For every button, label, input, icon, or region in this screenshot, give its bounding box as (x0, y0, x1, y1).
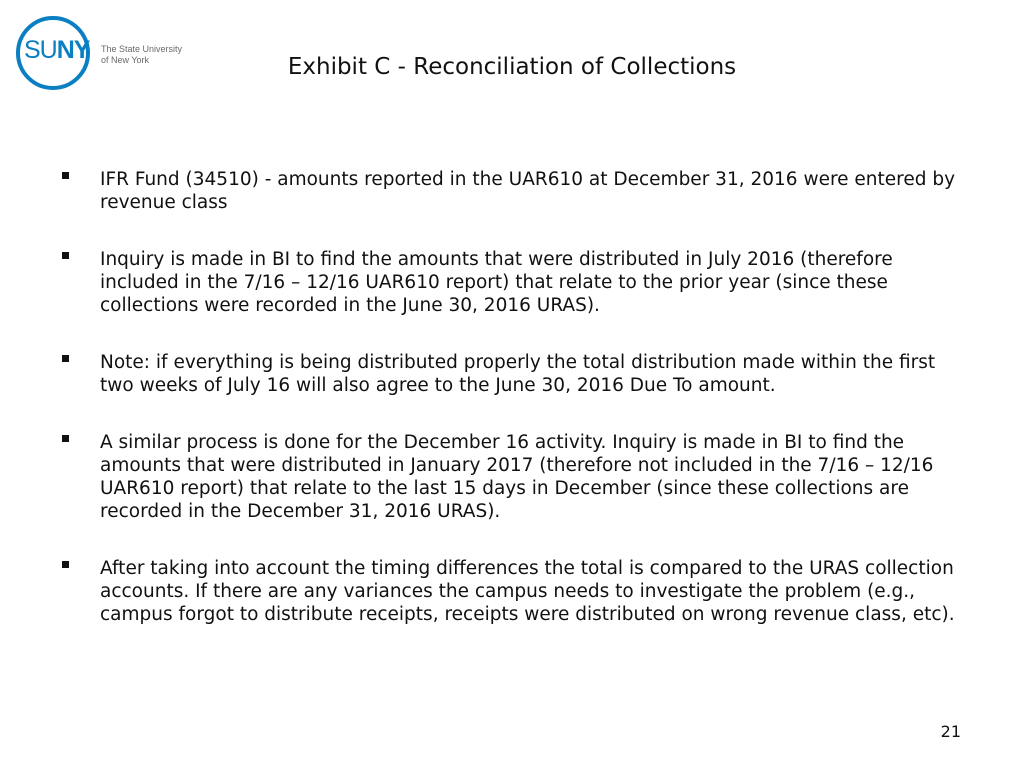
square-bullet-icon (62, 172, 69, 179)
logo-text-line1: The State University (101, 44, 183, 54)
square-bullet-icon (62, 561, 69, 568)
logo-mark-ny: NY (56, 36, 90, 64)
square-bullet-icon (62, 355, 69, 362)
page-number: 21 (940, 722, 961, 741)
bullet-text: After taking into account the timing differences the total is compared to the URAS collection accounts. If there are any variances the campus needs to investigate the problem (e.g., campus forgot to distribute receipts, receipts were distributed on wrong revenue class, etc). (100, 558, 955, 625)
bullet-item (60, 248, 970, 317)
bullet-text: Note: if everything is being distributed properly the total distribution made within the first two weeks of July 16 will also agree to the June 30, 2016 Due To amount. (100, 352, 936, 396)
bullet-item (60, 351, 970, 397)
bullet-item (60, 431, 970, 523)
logo-text-line2: of New York (101, 55, 150, 65)
bullet-list (60, 168, 970, 660)
square-bullet-icon (62, 252, 69, 259)
square-bullet-icon (62, 435, 69, 442)
bullet-item (60, 168, 970, 214)
bullet-text: A similar process is done for the December 16 activity. Inquiry is made in BI to find the amounts that were distributed in January 2017 (therefore not included in the 7/16 – 12/16 UAR610 report) that relate to the last 15 days in December (since these collections are recorded in the December 31, 2016 URAS). (100, 432, 934, 522)
slide-title: Exhibit C - Reconciliation of Collections (287, 54, 737, 80)
logo-mark-su: SU (24, 36, 57, 64)
bullet-text: Inquiry is made in BI to find the amounts that were distributed in July 2016 (therefore included in the 7/16 – 12/16 UAR610 report) that relate to the prior year (since these collections were recorded in the June 30, 2016 URAS). (100, 249, 893, 316)
bullet-text: IFR Fund (34510) - amounts reported in the UAR610 at December 31, 2016 were entered by revenue class (100, 169, 956, 213)
bullet-item (60, 557, 970, 626)
